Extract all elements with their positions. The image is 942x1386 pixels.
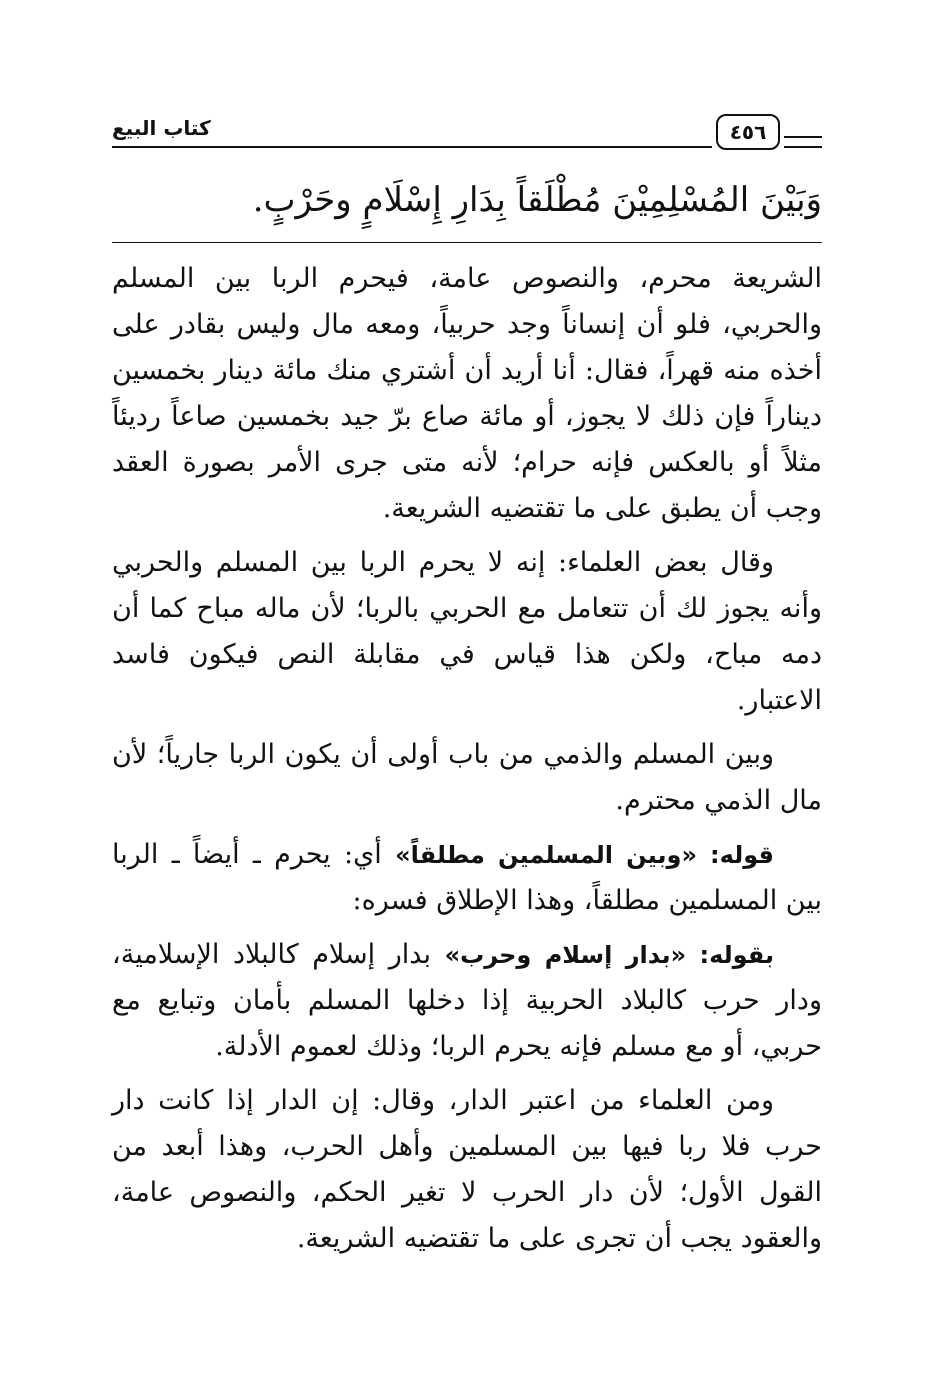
paragraph-text: أي: يحرم ـ أيضاً ـ الربا بين المسلمين مطلقاً، وهذا الإطلاق فسره: xyxy=(112,839,822,916)
paragraph-1: الشريعة محرم، والنصوص عامة، فيحرم الربا بين المسلم والحربي، فلو أن إنساناً وجد حربياً، ومعه مال وليس بقادر على أخذه منه قهراً، فقال: أنا أريد أن أشتري منك مائة دينار بخمسين ديناراً فإن ذلك لا يجوز، أو مائة صاع برّ جيد بخمسين صاعاً رديئاً مثلاً أو بالعكس فإنه حرام؛ لأنه متى جرى الأمر بصورة العقد وجب أن يطبق على ما تقتضيه الشريعة. xyxy=(112,263,822,524)
page-header xyxy=(112,112,822,154)
paragraph-6: ومن العلماء من اعتبر الدار، وقال: إن الدار إذا كانت دار حرب فلا ربا فيها بين المسلمين وأهل الحرب، وهذا أبعد من القول الأول؛ لأن دار الحرب لا تغير الحكم، والنصوص عامة، والعقود يجب أن تجرى على ما تقتضيه الشريعة. xyxy=(112,1085,822,1254)
page-number: ٤٥٦ xyxy=(716,114,780,150)
verse-divider xyxy=(112,242,822,243)
paragraph-2: وقال بعض العلماء: إنه لا يحرم الربا بين المسلم والحربي وأنه يجوز لك أن تتعامل مع الحربي بالربا؛ لأن ماله مباح كما أن دمه مباح، ولكن هذا قياس في مقابلة النص فيكون فاسد الاعتبار. xyxy=(112,547,822,716)
paragraph-5 xyxy=(112,932,822,1070)
verse-text: وَبَيْنَ المُسْلِمِيْنَ مُطْلَقاً بِدَارِ إِسْلَامٍ وحَرْبٍ. xyxy=(252,180,822,220)
header-rule xyxy=(112,146,712,148)
paragraph-text: بدار إسلام كالبلاد الإسلامية، ودار حرب كالبلاد الحربية إذا دخلها المسلم بأمان وتبايع مع حربي، أو مع مسلم فإنه يحرم الربا؛ وذلك لعموم الأدلة. xyxy=(112,939,822,1062)
quoted-phrase: قوله: «وبين المسلمين مطلقاً» xyxy=(395,841,774,869)
quoted-phrase: بقوله: «بدار إسلام وحرب» xyxy=(444,941,775,969)
paragraph-4 xyxy=(112,832,822,924)
commentary-body xyxy=(112,256,822,1270)
header-double-rule xyxy=(784,136,822,148)
book-title: كتاب البيع xyxy=(112,116,211,140)
paragraph-3: وبين المسلم والذمي من باب أولى أن يكون الربا جارياً؛ لأن مال الذمي محترم. xyxy=(112,739,822,816)
